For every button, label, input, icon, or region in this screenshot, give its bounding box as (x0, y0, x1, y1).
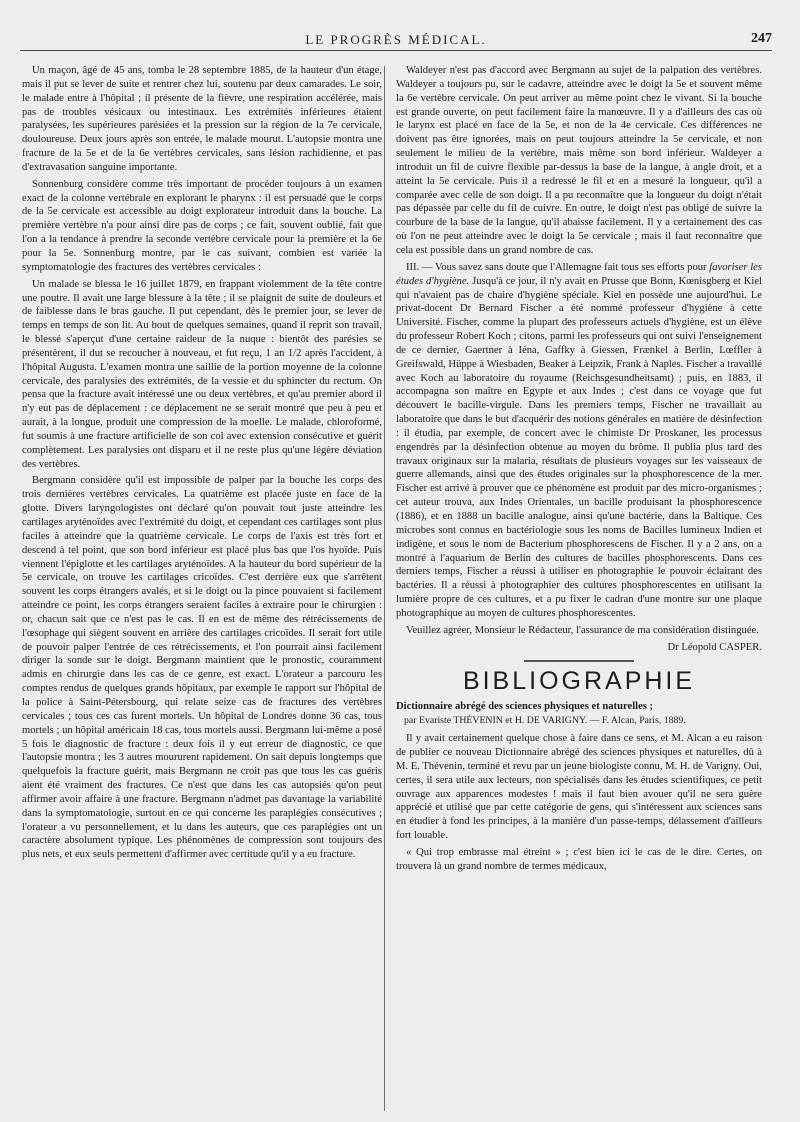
letter-intro: III. — Vous savez sans doute que l'Allemagne fait tous ses efforts pour (406, 261, 710, 273)
case-report-mason: Un maçon, âgé de 45 ans, tomba le 28 septembre 1885, de la hauteur d'un étage, mais il put se lever de suite et rentrer chez lui, soutenu par deux camarades. Le soir, le malade entre à l'hôpital ; il présente de la fièvre, une respiration accélérée, mais pas de troubles vésicaux ou intestinaux. Les extrémités inférieures étaient paralysées, les supérieures parésiées et la pression sur la région de la 7e cervicale, douloureuse. Deux jours après son entrée, le malade mourut. L'autopsie montra une fracture de la 5e et de la 6e vertèbres cervicales, sans lésion rachidienne, et pas d'extravasation sanguine importante. (22, 65, 382, 173)
section-separator (524, 660, 634, 662)
column-divider (384, 66, 385, 1111)
case-report-1879: Un malade se blessa le 16 juillet 1879, en frappant violemment de la tête contre une poutre. Il avait une large blessure à la tête ; il se plaignit de suite de douleurs et de faiblesse dans le bras gauche. Il put cependant, dès le premier jour, se lever de temps en temps de son lit. Au bout de quelques semaines, quand il reprit son travail, le blessé s'aperçut d'une certaine raideur de la nuque : bientôt des parésies se présentèrent, il dut se recoucher à nouveau, et fut reçu, 1 an 1/2 après l'accident, à l'hôpital Augusta. L'examen montra une saillie de la portion moyenne de la colonne cervicale, des paralysies des extrémités, de la vessie et du sphincter du rectum. On pensa que la fracture avait intéressé une ou deux vertèbres, et qu'au premier abord il n'y eut pas de déplacement : ce déplacement ne se serait montré que peu à peu et aurait, à la longue, produit une compression de la moelle. Le malade, chloroformé, fut soumis à une fracture artificielle de son col avec extension consécutive et guérit complètement. Les paralysies ont disparu et il ne reste plus qu'une légère déviation des vertèbres. (22, 278, 382, 470)
book-meta: par Evariste THÉVENIN et H. DE VARIGNY. — F. Alcan, Paris, 1889. (404, 715, 686, 727)
bergmann-paragraph: Bergmann considère qu'il est impossible de palper par la bouche les corps des trois dernières vertèbres cervicales. La quatrième est placée juste en face de la glotte. Divers laryngologistes ont déclaré qu'on pouvait tout juste atteindre les cartilages aryténoïdes avec l'extrémité du doigt, et cependant ces cartilages sont plus faciles à atteindre que la quatrième cervicale. Le corps de l'axis est très fort et descend à tel point, que son bord inférieur est placé plus bas que l'os hyoïde. Puis viennent l'épiglotte et les cartilages aryténoïdes. A la hauteur du bord supérieur de la 5e cervicale, on trouve les cartilages cricoïdes. C'est derrière eux que s'arrêtent souvent les corps étrangers avalés, et si le doigt ou la pince pouvaient si facilement atteindre ce point, les corps étrangers seraient faciles à extraire pour le chirurgien : or, chacun sait que ce n'est pas le cas. Il en est de même des rétrécissements de l'œsophage qui siègent souvent en arrière des cartilages cricoïdes. Il serait fort utile de pouvoir palper l'entrée de ces rétrécissements, et l'on pourrait ainsi facilement diriger la sonde sur le doigt. Bergmann maintient que le pronostic, couramment admis en chirurgie dans les cas de ce genre, est exact. L'orateur a parcouru les comptes rendus de quelques grands hôpitaux, par exemple le rapport sur l'hôpital de la police à Saint-Pétersbourg, qui relate seize cas de fractures des vertèbres cervicales ; tous ces cas furent mortels. Un hôpital de Londres donne 36 cas, tous mortels ; un hôpital américain 18 cas, tous mortels aussi. Bergmann lui-même a posé 5 fois le diagnostic de fracture : deux fois il y eut erreur de diagnostic, ce que l'autopsie montra ; les 3 autres moururent rapidement. On sait depuis longtemps que quelquefois la fracture guérit, mais Bergmann ne croit pas que tous les cas guéris aient été vraiment des fractures. Ce n'est que dans les cas autopsiés qu'on peut affirmer avoir affaire à une fracture. Bergmann n'admet pas davantage la variabilité dans la symptomatologie, surtout en ce qui concerne les paraplégies consécutives ; l'orateur a vu personnellement, et lu dans les auteurs, que ces paraplégies ont un caractère absolument typique. Les phénomènes de compression sont toujours des plus nets, et eux seuls permettent d'affirmer avec certitude qu'il y a eu fracture. (22, 475, 382, 861)
letter-closing: Veuillez agréer, Monsieur le Rédacteur, l'assurance de ma considération distinguée. (406, 624, 759, 636)
letter-body: Jusqu'à ce jour, il n'y avait en Prusse que Bonn, Kœnisgberg et Kiel qui n'avaient pas de chaire d'hygiène spéciale. Kiel en possède une aujourd'hui. Le privat-docent Dr Bernard Fischer a été nommé professeur d'hygiène à cette Université. Fischer, comme la plupart des professeurs actuels d'hygiène, est un élève du professeur Robert Koch ; citons, parmi les professeurs qui ont suivi l'enseignement de ce dernier, Gaertner à Iéna, Gaffky à Giessen, Frænkel à Berlin, Lœffler à Greifswald, Hüppe à Wiesbaden, Beaker à Leipzik, Frank à Naples. Fischer a travaillé avec Koch au laboratoire du royaume (Reichsgesundheitsamt) ; puis, en 1883, il accompagna son maître en Egypte et aux Indes ; c'est dans ce voyage que fut découvert le bacille-virgule. Dans les premiers temps, Fischer ne travaillait au laboratoire que dans le but d'acquérir des notions générales en matière de désinfection : il étudia, par exemple, de concert avec le chimiste Dr Proskaner, les processus engendrés par la désinfection obtenue au moyen du brôme. Il publia plus tard des travaux originaux sur la malaria, résultats de plusieurs voyages sur les vaisseaux de guerre allemands, ainsi que des études originales sur la phosphorescence de la mer. Fischer est arrivé à prouver que ce phénomène est produit par des micro-organismes ; cet auteur trouva, aux Indes Orientales, un bacille produisant la phosphorescence (1886), et en 1888 un bacille analogue, ainsi qu'une bactérie, dans la Baltique. Ces microbes sont connus en bactériologie sous les noms de Bacilles lumineux Indien et indigène, et sous le nom de Bacterium phosphorescens de Fischer. Il y a 2 ans, on a montré à l'aquarium de Berlin des cultures de bacilles phosphorescents. Dans ces derniers temps, Fischer a réussi à utiliser en photographie le pouvoir éclairant des bactéries. Il a réussi à photographier des cultures phosphorescentes en utilisant la lumière propre de ces cultures, et a pu fixer le cadran d'une montre sur une plaque photographique au moyen de cultures phosphorescentes. (396, 275, 762, 619)
right-column (396, 64, 762, 1116)
left-column (22, 64, 382, 1116)
review-paragraph: Il y avait certainement quelque chose à faire dans ce sens, et M. Alcan a eu raison de publier ce nouveau Dictionnaire abrégé des sciences physiques et naturelles, dû à M. E. Thévenin, terminé et revu par un jeune biologiste connu, M. H. de Varigny. Oui, certes, il sera utile aux lecteurs, non spécialisés dans les études scientifiques, ce petit ouvrage aux apparences modestes ! mais il faut bien avouer qu'il ne sera guère apprécié et utilisé que par cette catégorie de gens, qui s'intéressent aux sciences sans en étudier à fond les principes, à la manière d'un passe-temps, délassement d'ailleurs fort louable. (396, 733, 762, 842)
bibliography-heading: BIBLIOGRAPHIE (462, 667, 696, 696)
waldeyer-paragraph: Waldeyer n'est pas d'accord avec Bergmann au sujet de la palpation des vertèbres. Waldeyer a toujours pu, sur le cadavre, atteindre avec le doigt la 5e et souvent même la 6e vertèbre cervicale. On peut arriver au même point chez le vivant. Si la bouche est grande ouverte, on peut facilement faire la manœuvre. Il y a d'ailleurs des cas où le larynx est placé en face de la 5e, et non de la 4e cervicale. Ces différences ne doivent pas être ignorées, mais on peut toujours atteindre la 5e cervicale, et non seulement le milieu de la vertèbre, mais même son bord inférieur. Waldeyer a introduit un fil de cuivre flexible par-dessus la base de la langue, à angle droit, et a atteint la 5e cervicale. Puis il a redressé le fil et en a mesuré la longueur, qu'il a comparée avec celle de son doigt. Il a pu reconnaître que la longueur du doigt n'était pas dépassée par celle du fil de cuivre. En outre, le doigt n'est pas obligé de suivre la courbure de la base de la langue, qu'il abaisse facilement. Il y a certainement des cas où l'on ne peut atteindre avec le doigt la 5e cervicale ; mais il faut reconnaître que cela est possible dans un grand nombre de cas. (396, 65, 762, 256)
book-title: Dictionnaire abrégé des sciences physiques et naturelles ; (396, 701, 654, 713)
letter-paragraph (396, 261, 762, 621)
letter-signature: Dr Léopold CASPER. (667, 641, 762, 653)
sonnenburg-paragraph: Sonnenburg considère comme très important de procéder toujours à un examen exact de la colonne vertébrale en explorant le pharynx : il est persuadé que le corps de la 5e cervicale est accessible au doigt explorateur introduit dans la bouche. La première vertèbre n'a pour ainsi dire pas de corps ; ce fait, souvent oublié, fait que l'on a la tendance à prendre la seconde vertèbre cervicale pour la première et la 6e pour la 5e. Sonnenburg montre, par le cas suivant, combien est variée la symptomatologie des fractures des vertèbres cervicales : (22, 178, 382, 273)
page-number: 247 (751, 31, 772, 46)
letter-intro-italic: favoriser les études d'hygiène. (396, 261, 762, 287)
journal-title: LE PROGRÈS MÉDICAL. (305, 32, 487, 47)
review-paragraph-quote: « Qui trop embrasse mal étreint » ; c'est bien ici le cas de le dire. Certes, on trouvera là un grand nombre de termes médicaux, (396, 846, 762, 872)
page-header (20, 30, 772, 51)
